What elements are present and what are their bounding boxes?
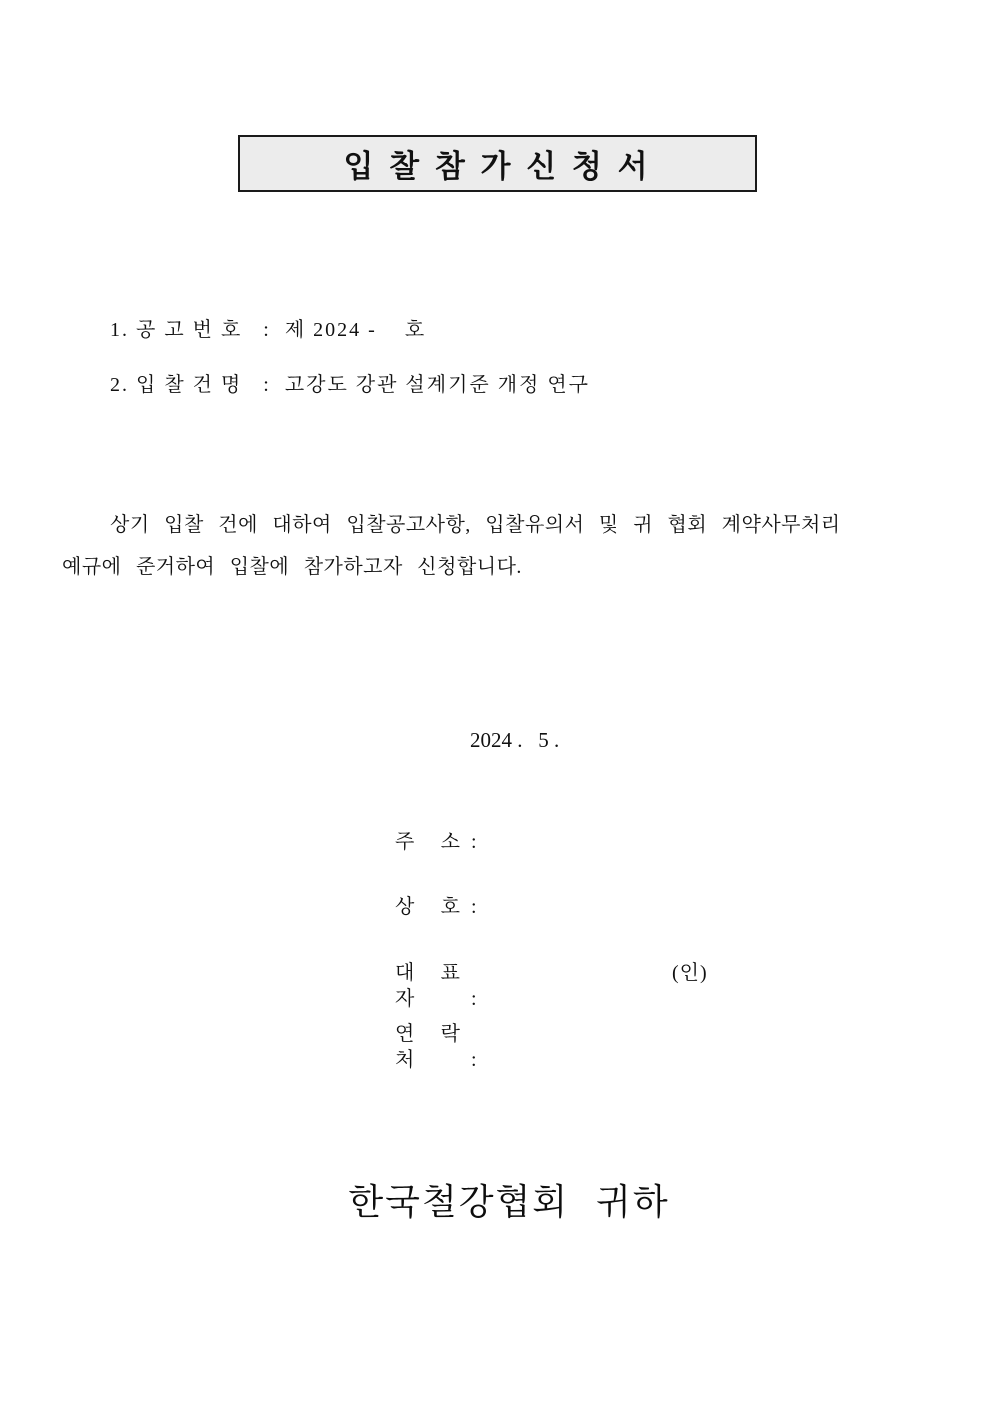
notice-number-line: 1. 공 고 번 호 : 제 2024 - 호 [110,319,427,341]
field-row-representative [395,960,815,1010]
bid-name-line: 2. 입 찰 건 명 : 고강도 강관 설계기준 개정 연구 [110,374,590,396]
document-date: 2024 . 5 . [470,728,560,752]
document-title: 입 찰 참 가 신 청 서 [343,149,652,184]
field-label-representative: 대 표 자 [395,962,461,1010]
field-colon: : [471,1049,477,1071]
field-label-company-name: 상 호 [395,896,461,918]
recipient-line: 한국철강협회 귀하 [348,1182,670,1222]
field-label-address: 주 소 [395,831,461,853]
field-label-contact: 연 락 처 [395,1023,461,1071]
field-row-address [395,829,815,855]
document-title-box [238,135,757,192]
body-paragraph-line-2: 예규에 준거하여 입찰에 참가하고자 신청합니다. [62,556,522,578]
seal-mark: (인) [672,962,708,984]
field-colon: : [471,988,477,1010]
body-paragraph-line-1: 상기 입찰 건에 대하여 입찰공고사항, 입찰유의서 및 귀 협회 계약사무처리 [110,514,841,536]
field-row-contact [395,1021,815,1071]
field-colon: : [471,831,477,853]
field-row-company-name [395,894,815,920]
field-colon: : [471,896,477,918]
